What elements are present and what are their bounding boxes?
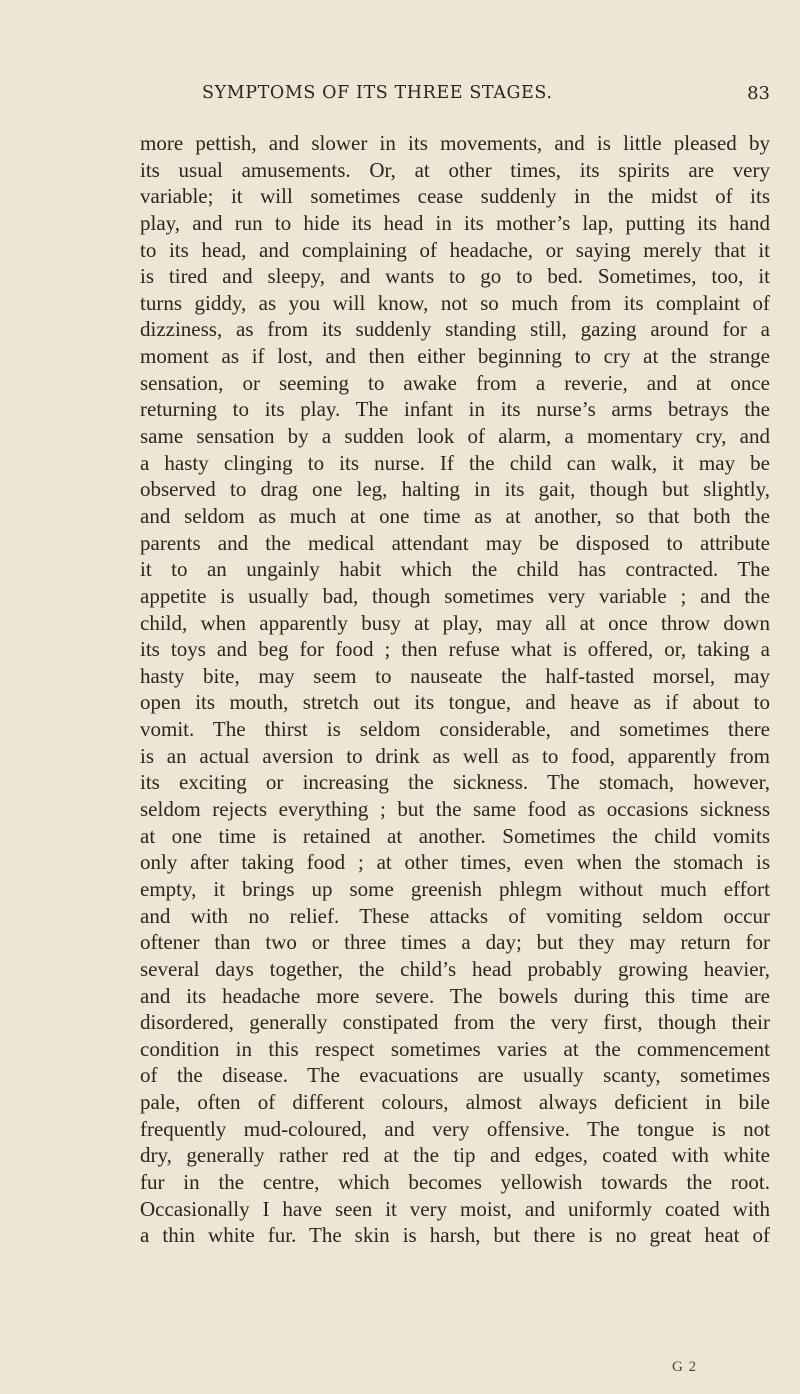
text-line: hasty bite, may seem to nauseate the half-tasted morsel, may bbox=[140, 663, 770, 688]
text-line: sensation, or seeming to awake from a reverie, and at once bbox=[140, 370, 770, 395]
text-line: its usual amusements. Or, at other times, its spirits are very bbox=[140, 157, 770, 182]
running-head bbox=[140, 83, 770, 109]
text-line: dry, generally rather red at the tip and edges, coated with white bbox=[140, 1143, 770, 1168]
text-line: appetite is usually bad, though sometimes very variable ; and the bbox=[140, 583, 770, 608]
text-line: and seldom as much at one time as at another, so that both the bbox=[140, 503, 770, 528]
text-line: several days together, the child’s head probably growing heavier, bbox=[140, 956, 770, 981]
text-line: to its head, and complaining of headache, or saying merely that it bbox=[140, 237, 770, 262]
text-line: same sensation by a sudden look of alarm, a momentary cry, and bbox=[140, 424, 770, 449]
text-line: returning to its play. The infant in its nurse’s arms betrays the bbox=[140, 397, 770, 422]
text-line: play, and run to hide its head in its mother’s lap, putting its hand bbox=[140, 210, 770, 235]
text-line: its toys and beg for food ; then refuse what is offered, or, taking a bbox=[140, 637, 770, 662]
text-line: dizziness, as from its suddenly standing still, gazing around for a bbox=[140, 317, 770, 342]
signature-mark: G 2 bbox=[672, 1359, 698, 1375]
text-line: disordered, generally constipated from the very first, though their bbox=[140, 1010, 770, 1035]
text-line: a thin white fur. The skin is harsh, but there is no great heat of bbox=[140, 1223, 770, 1248]
text-line: vomit. The thirst is seldom considerable, and sometimes there bbox=[140, 717, 770, 742]
text-line: it to an ungainly habit which the child has contracted. The bbox=[140, 557, 770, 582]
body-text bbox=[140, 130, 770, 1249]
text-line: parents and the medical attendant may be disposed to attribute bbox=[140, 530, 770, 555]
text-line: pale, often of different colours, almost always deficient in bile bbox=[140, 1090, 770, 1115]
text-line: more pettish, and slower in its movements, and is little pleased by bbox=[140, 131, 770, 155]
text-line: empty, it brings up some greenish phlegm without much effort bbox=[140, 876, 770, 901]
text-line: variable; it will sometimes cease suddenly in the midst of its bbox=[140, 184, 770, 209]
text-line: turns giddy, as you will know, not so much from its complaint of bbox=[140, 290, 770, 315]
text-line: its exciting or increasing the sickness. The stomach, however, bbox=[140, 770, 770, 795]
running-title: SYMPTOMS OF ITS THREE STAGES. bbox=[202, 83, 553, 103]
text-line: condition in this respect sometimes varies at the commencement bbox=[140, 1036, 770, 1061]
text-line: is tired and sleepy, and wants to go to bed. Sometimes, too, it bbox=[140, 264, 770, 289]
text-line: oftener than two or three times a day; but they may return for bbox=[140, 930, 770, 955]
text-line: moment as if lost, and then either beginning to cry at the strange bbox=[140, 344, 770, 369]
text-line: only after taking food ; at other times, even when the stomach is bbox=[140, 850, 770, 875]
text-line: fur in the centre, which becomes yellowish towards the root. bbox=[140, 1169, 770, 1194]
text-line: and with no relief. These attacks of vomiting seldom occur bbox=[140, 903, 770, 928]
text-line: of the disease. The evacuations are usually scanty, sometimes bbox=[140, 1063, 770, 1088]
text-line: observed to drag one leg, halting in its gait, though but slightly, bbox=[140, 477, 770, 502]
text-line: is an actual aversion to drink as well as to food, apparently from bbox=[140, 743, 770, 768]
text-line: and its headache more severe. The bowels during this time are bbox=[140, 983, 770, 1008]
text-line: a hasty clinging to its nurse. If the child can walk, it may be bbox=[140, 450, 770, 475]
text-line: Occasionally I have seen it very moist, and uniformly coated with bbox=[140, 1196, 770, 1221]
text-line: frequently mud-coloured, and very offensive. The tongue is not bbox=[140, 1116, 770, 1141]
text-line: open its mouth, stretch out its tongue, and heave as if about to bbox=[140, 690, 770, 715]
page-number: 83 bbox=[747, 83, 770, 104]
text-line: child, when apparently busy at play, may all at once throw down bbox=[140, 610, 770, 635]
text-line: seldom rejects everything ; but the same food as occasions sickness bbox=[140, 797, 770, 822]
text-line: at one time is retained at another. Sometimes the child vomits bbox=[140, 823, 770, 848]
